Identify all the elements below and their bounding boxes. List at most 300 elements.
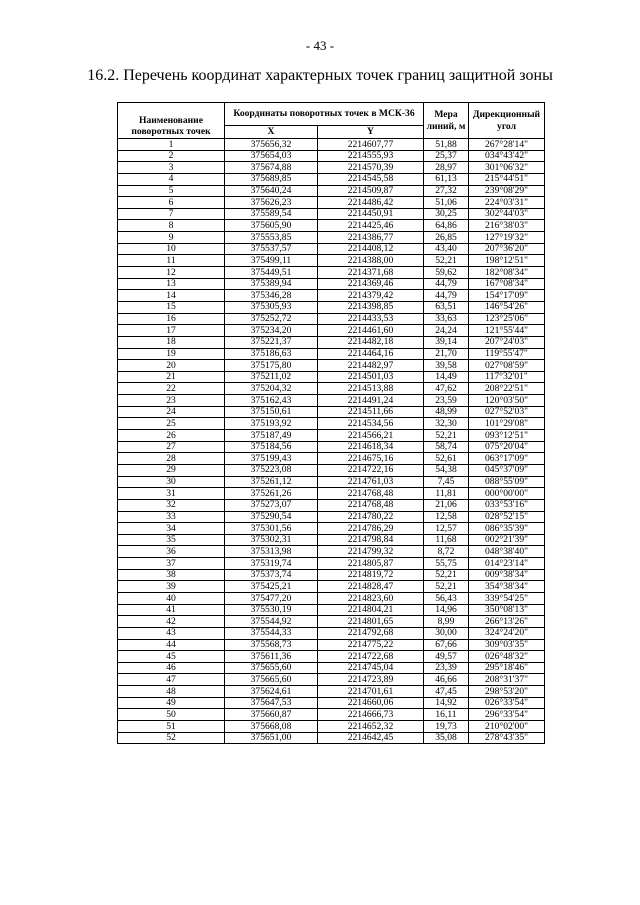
table-row xyxy=(118,662,545,674)
x-coordinate: 375499,11 xyxy=(225,255,318,267)
line-length: 14,92 xyxy=(424,697,469,709)
table-row xyxy=(118,488,545,500)
point-number: 40 xyxy=(118,592,225,604)
x-coordinate: 375624,61 xyxy=(225,686,318,698)
x-coordinate: 375553,85 xyxy=(225,232,318,244)
table-row xyxy=(118,686,545,698)
y-coordinate: 2214761,03 xyxy=(318,476,424,488)
y-coordinate: 2214486,42 xyxy=(318,197,424,209)
x-coordinate: 375654,03 xyxy=(225,150,318,162)
point-number: 44 xyxy=(118,639,225,651)
x-coordinate: 375150,61 xyxy=(225,406,318,418)
point-number: 34 xyxy=(118,523,225,535)
y-coordinate: 2214666,73 xyxy=(318,709,424,721)
direction-angle: 302°44'03" xyxy=(469,208,545,220)
line-length: 14,49 xyxy=(424,371,469,383)
line-length: 11,81 xyxy=(424,488,469,500)
table-row xyxy=(118,499,545,511)
line-length: 56,43 xyxy=(424,592,469,604)
direction-angle: 117°32'01" xyxy=(469,371,545,383)
y-coordinate: 2214408,12 xyxy=(318,243,424,255)
direction-angle: 033°53'16" xyxy=(469,499,545,511)
line-length: 12,57 xyxy=(424,523,469,535)
direction-angle: 119°55'47" xyxy=(469,348,545,360)
y-coordinate: 2214786,29 xyxy=(318,523,424,535)
line-length: 7,45 xyxy=(424,476,469,488)
line-length: 52,21 xyxy=(424,430,469,442)
x-coordinate: 375302,31 xyxy=(225,534,318,546)
point-number: 33 xyxy=(118,511,225,523)
x-coordinate: 375449,51 xyxy=(225,267,318,279)
point-number: 43 xyxy=(118,627,225,639)
point-number: 7 xyxy=(118,208,225,220)
direction-angle: 354°38'34" xyxy=(469,581,545,593)
x-coordinate: 375651,00 xyxy=(225,732,318,744)
table-row xyxy=(118,581,545,593)
table-row xyxy=(118,453,545,465)
direction-angle: 207°36'20" xyxy=(469,243,545,255)
direction-angle: 034°43'42" xyxy=(469,150,545,162)
point-number: 17 xyxy=(118,325,225,337)
y-coordinate: 2214545,58 xyxy=(318,173,424,185)
direction-angle: 000°00'00" xyxy=(469,488,545,500)
y-coordinate: 2214482,97 xyxy=(318,360,424,372)
line-length: 44,79 xyxy=(424,278,469,290)
table-row xyxy=(118,534,545,546)
line-length: 30,00 xyxy=(424,627,469,639)
point-number: 12 xyxy=(118,267,225,279)
point-number: 28 xyxy=(118,453,225,465)
table-row xyxy=(118,383,545,395)
direction-angle: 239°08'29" xyxy=(469,185,545,197)
point-number: 15 xyxy=(118,301,225,313)
table-row xyxy=(118,627,545,639)
point-number: 13 xyxy=(118,278,225,290)
y-coordinate: 2214379,42 xyxy=(318,290,424,302)
point-number: 9 xyxy=(118,232,225,244)
y-coordinate: 2214745,04 xyxy=(318,662,424,674)
y-coordinate: 2214371,68 xyxy=(318,267,424,279)
line-length: 63,51 xyxy=(424,301,469,313)
line-length: 21,70 xyxy=(424,348,469,360)
point-number: 41 xyxy=(118,604,225,616)
table-row xyxy=(118,255,545,267)
y-coordinate: 2214660,06 xyxy=(318,697,424,709)
direction-angle: 093°12'51" xyxy=(469,430,545,442)
line-length: 30,25 xyxy=(424,208,469,220)
x-coordinate: 375234,20 xyxy=(225,325,318,337)
point-number: 1 xyxy=(118,139,225,151)
table-row xyxy=(118,278,545,290)
direction-angle: 350°08'13" xyxy=(469,604,545,616)
table-row xyxy=(118,523,545,535)
table-row xyxy=(118,267,545,279)
direction-angle: 215°44'51" xyxy=(469,173,545,185)
y-coordinate: 2214723,89 xyxy=(318,674,424,686)
table-row xyxy=(118,418,545,430)
table-row xyxy=(118,220,545,232)
table-row xyxy=(118,476,545,488)
table-row xyxy=(118,371,545,383)
x-coordinate: 375223,08 xyxy=(225,464,318,476)
x-coordinate: 375273,07 xyxy=(225,499,318,511)
y-coordinate: 2214433,53 xyxy=(318,313,424,325)
direction-angle: 208°31'37" xyxy=(469,674,545,686)
coordinates-table xyxy=(117,102,545,744)
y-coordinate: 2214566,21 xyxy=(318,430,424,442)
table-row xyxy=(118,639,545,651)
table-row xyxy=(118,406,545,418)
document-title: 16.2. Перечень координат характерных точек границ защитной зоны xyxy=(87,67,553,84)
table-row xyxy=(118,162,545,174)
table-row xyxy=(118,732,545,744)
line-length: 33,63 xyxy=(424,313,469,325)
direction-angle: 296°33'54" xyxy=(469,709,545,721)
x-coordinate: 375537,57 xyxy=(225,243,318,255)
y-coordinate: 2214792,68 xyxy=(318,627,424,639)
point-number: 50 xyxy=(118,709,225,721)
line-length: 25,37 xyxy=(424,150,469,162)
table-row xyxy=(118,709,545,721)
y-coordinate: 2214804,21 xyxy=(318,604,424,616)
y-coordinate: 2214775,22 xyxy=(318,639,424,651)
y-coordinate: 2214768,48 xyxy=(318,499,424,511)
y-coordinate: 2214652,32 xyxy=(318,721,424,733)
y-coordinate: 2214461,60 xyxy=(318,325,424,337)
point-number: 46 xyxy=(118,662,225,674)
line-length: 64,86 xyxy=(424,220,469,232)
direction-angle: 146°54'26" xyxy=(469,301,545,313)
direction-angle: 028°52'15" xyxy=(469,511,545,523)
x-coordinate: 375290,54 xyxy=(225,511,318,523)
table-row xyxy=(118,360,545,372)
point-number: 3 xyxy=(118,162,225,174)
line-length: 55,75 xyxy=(424,558,469,570)
table-row xyxy=(118,569,545,581)
direction-angle: 167°08'34" xyxy=(469,278,545,290)
point-number: 35 xyxy=(118,534,225,546)
line-length: 11,68 xyxy=(424,534,469,546)
y-coordinate: 2214722,16 xyxy=(318,464,424,476)
table-row xyxy=(118,395,545,407)
x-coordinate: 375477,20 xyxy=(225,592,318,604)
x-coordinate: 375544,33 xyxy=(225,627,318,639)
y-coordinate: 2214501,03 xyxy=(318,371,424,383)
direction-angle: 298°53'20" xyxy=(469,686,545,698)
header-line-length: Мера линий, м xyxy=(424,103,469,139)
point-number: 5 xyxy=(118,185,225,197)
point-number: 39 xyxy=(118,581,225,593)
x-coordinate: 375301,56 xyxy=(225,523,318,535)
x-coordinate: 375261,26 xyxy=(225,488,318,500)
x-coordinate: 375568,73 xyxy=(225,639,318,651)
table-row xyxy=(118,313,545,325)
direction-angle: 027°08'59" xyxy=(469,360,545,372)
direction-angle: 014°23'14" xyxy=(469,558,545,570)
point-number: 6 xyxy=(118,197,225,209)
line-length: 61,13 xyxy=(424,173,469,185)
table-row xyxy=(118,697,545,709)
point-number: 31 xyxy=(118,488,225,500)
y-coordinate: 2214491,24 xyxy=(318,395,424,407)
y-coordinate: 2214701,61 xyxy=(318,686,424,698)
table-row xyxy=(118,173,545,185)
x-coordinate: 375373,74 xyxy=(225,569,318,581)
point-number: 37 xyxy=(118,558,225,570)
line-length: 47,62 xyxy=(424,383,469,395)
x-coordinate: 375655,60 xyxy=(225,662,318,674)
point-number: 26 xyxy=(118,430,225,442)
y-coordinate: 2214642,45 xyxy=(318,732,424,744)
line-length: 52,21 xyxy=(424,569,469,581)
table-row xyxy=(118,336,545,348)
y-coordinate: 2214819,72 xyxy=(318,569,424,581)
y-coordinate: 2214618,34 xyxy=(318,441,424,453)
y-coordinate: 2214482,18 xyxy=(318,336,424,348)
line-length: 16,11 xyxy=(424,709,469,721)
table-row xyxy=(118,651,545,663)
point-number: 16 xyxy=(118,313,225,325)
direction-angle: 063°17'09" xyxy=(469,453,545,465)
x-coordinate: 375346,28 xyxy=(225,290,318,302)
y-coordinate: 2214828,47 xyxy=(318,581,424,593)
line-length: 39,14 xyxy=(424,336,469,348)
direction-angle: 266°13'26" xyxy=(469,616,545,628)
line-length: 28,97 xyxy=(424,162,469,174)
x-coordinate: 375611,36 xyxy=(225,651,318,663)
line-length: 21,06 xyxy=(424,499,469,511)
direction-angle: 086°35'39" xyxy=(469,523,545,535)
point-number: 21 xyxy=(118,371,225,383)
y-coordinate: 2214798,84 xyxy=(318,534,424,546)
y-coordinate: 2214369,46 xyxy=(318,278,424,290)
direction-angle: 301°06'32" xyxy=(469,162,545,174)
table-row xyxy=(118,243,545,255)
line-length: 59,62 xyxy=(424,267,469,279)
page-number: - 43 - xyxy=(305,38,335,53)
line-length: 8,99 xyxy=(424,616,469,628)
direction-angle: 324°24'20" xyxy=(469,627,545,639)
direction-angle: 210°02'00" xyxy=(469,721,545,733)
line-length: 52,21 xyxy=(424,581,469,593)
direction-angle: 009°38'34" xyxy=(469,569,545,581)
direction-angle: 339°54'25" xyxy=(469,592,545,604)
y-coordinate: 2214799,32 xyxy=(318,546,424,558)
header-direction-angle: Дирекционный угол xyxy=(469,103,545,139)
table-row xyxy=(118,185,545,197)
point-number: 51 xyxy=(118,721,225,733)
table-row xyxy=(118,139,545,151)
direction-angle: 295°18'46" xyxy=(469,662,545,674)
table-body xyxy=(118,139,545,744)
x-coordinate: 375193,92 xyxy=(225,418,318,430)
y-coordinate: 2214555,93 xyxy=(318,150,424,162)
point-number: 23 xyxy=(118,395,225,407)
direction-angle: 045°37'09" xyxy=(469,464,545,476)
point-number: 19 xyxy=(118,348,225,360)
y-coordinate: 2214388,00 xyxy=(318,255,424,267)
header-x: X xyxy=(225,126,318,139)
direction-angle: 154°17'09" xyxy=(469,290,545,302)
x-coordinate: 375211,02 xyxy=(225,371,318,383)
x-coordinate: 375162,43 xyxy=(225,395,318,407)
x-coordinate: 375186,63 xyxy=(225,348,318,360)
point-number: 42 xyxy=(118,616,225,628)
header-coordinates: Координаты поворотных точек в МСК-36 xyxy=(225,103,424,126)
point-number: 4 xyxy=(118,173,225,185)
header-y: Y xyxy=(318,126,424,139)
table-row xyxy=(118,348,545,360)
x-coordinate: 375689,85 xyxy=(225,173,318,185)
point-number: 49 xyxy=(118,697,225,709)
line-length: 43,40 xyxy=(424,243,469,255)
line-length: 35,08 xyxy=(424,732,469,744)
line-length: 32,30 xyxy=(424,418,469,430)
x-coordinate: 375425,21 xyxy=(225,581,318,593)
direction-angle: 002°21'39" xyxy=(469,534,545,546)
x-coordinate: 375221,37 xyxy=(225,336,318,348)
table-header-row xyxy=(118,103,545,126)
x-coordinate: 375640,24 xyxy=(225,185,318,197)
y-coordinate: 2214805,87 xyxy=(318,558,424,570)
line-length: 19,73 xyxy=(424,721,469,733)
x-coordinate: 375647,53 xyxy=(225,697,318,709)
y-coordinate: 2214534,56 xyxy=(318,418,424,430)
y-coordinate: 2214464,16 xyxy=(318,348,424,360)
point-number: 32 xyxy=(118,499,225,511)
table-row xyxy=(118,604,545,616)
line-length: 51,06 xyxy=(424,197,469,209)
direction-angle: 101°29'08" xyxy=(469,418,545,430)
x-coordinate: 375319,74 xyxy=(225,558,318,570)
y-coordinate: 2214722,68 xyxy=(318,651,424,663)
x-coordinate: 375313,98 xyxy=(225,546,318,558)
point-number: 47 xyxy=(118,674,225,686)
direction-angle: 121°55'44" xyxy=(469,325,545,337)
line-length: 46,66 xyxy=(424,674,469,686)
table-row xyxy=(118,441,545,453)
table-row xyxy=(118,464,545,476)
x-coordinate: 375656,32 xyxy=(225,139,318,151)
table-row xyxy=(118,290,545,302)
y-coordinate: 2214425,46 xyxy=(318,220,424,232)
y-coordinate: 2214398,85 xyxy=(318,301,424,313)
table-row xyxy=(118,546,545,558)
point-number: 20 xyxy=(118,360,225,372)
x-coordinate: 375660,87 xyxy=(225,709,318,721)
direction-angle: 182°08'34" xyxy=(469,267,545,279)
y-coordinate: 2214607,77 xyxy=(318,139,424,151)
y-coordinate: 2214450,91 xyxy=(318,208,424,220)
point-number: 52 xyxy=(118,732,225,744)
table-row xyxy=(118,150,545,162)
x-coordinate: 375252,72 xyxy=(225,313,318,325)
x-coordinate: 375389,94 xyxy=(225,278,318,290)
line-length: 52,21 xyxy=(424,255,469,267)
table-row xyxy=(118,721,545,733)
y-coordinate: 2214768,48 xyxy=(318,488,424,500)
line-length: 52,61 xyxy=(424,453,469,465)
point-number: 11 xyxy=(118,255,225,267)
table-row xyxy=(118,616,545,628)
y-coordinate: 2214570,39 xyxy=(318,162,424,174)
line-length: 24,24 xyxy=(424,325,469,337)
point-number: 8 xyxy=(118,220,225,232)
y-coordinate: 2214513,88 xyxy=(318,383,424,395)
y-coordinate: 2214509,87 xyxy=(318,185,424,197)
direction-angle: 120°03'50" xyxy=(469,395,545,407)
point-number: 25 xyxy=(118,418,225,430)
x-coordinate: 375665,60 xyxy=(225,674,318,686)
line-length: 51,88 xyxy=(424,139,469,151)
line-length: 54,38 xyxy=(424,464,469,476)
direction-angle: 207°24'03" xyxy=(469,336,545,348)
line-length: 44,79 xyxy=(424,290,469,302)
table-row xyxy=(118,197,545,209)
line-length: 27,32 xyxy=(424,185,469,197)
point-number: 10 xyxy=(118,243,225,255)
point-number: 38 xyxy=(118,569,225,581)
line-length: 47,45 xyxy=(424,686,469,698)
point-number: 30 xyxy=(118,476,225,488)
line-length: 23,59 xyxy=(424,395,469,407)
point-number: 48 xyxy=(118,686,225,698)
y-coordinate: 2214386,77 xyxy=(318,232,424,244)
x-coordinate: 375175,80 xyxy=(225,360,318,372)
table-row xyxy=(118,325,545,337)
x-coordinate: 375674,88 xyxy=(225,162,318,174)
table-row xyxy=(118,674,545,686)
direction-angle: 278°43'35" xyxy=(469,732,545,744)
table-row xyxy=(118,511,545,523)
x-coordinate: 375204,32 xyxy=(225,383,318,395)
point-number: 45 xyxy=(118,651,225,663)
y-coordinate: 2214675,16 xyxy=(318,453,424,465)
point-number: 14 xyxy=(118,290,225,302)
direction-angle: 123°25'06" xyxy=(469,313,545,325)
line-length: 67,66 xyxy=(424,639,469,651)
point-number: 27 xyxy=(118,441,225,453)
y-coordinate: 2214511,66 xyxy=(318,406,424,418)
x-coordinate: 375305,93 xyxy=(225,301,318,313)
line-length: 39,58 xyxy=(424,360,469,372)
x-coordinate: 375530,19 xyxy=(225,604,318,616)
table-row xyxy=(118,592,545,604)
table-row xyxy=(118,301,545,313)
table-row xyxy=(118,558,545,570)
direction-angle: 075°20'04" xyxy=(469,441,545,453)
x-coordinate: 375261,12 xyxy=(225,476,318,488)
direction-angle: 309°03'35" xyxy=(469,639,545,651)
y-coordinate: 2214801,65 xyxy=(318,616,424,628)
x-coordinate: 375187,49 xyxy=(225,430,318,442)
point-number: 24 xyxy=(118,406,225,418)
x-coordinate: 375184,56 xyxy=(225,441,318,453)
direction-angle: 026°33'54" xyxy=(469,697,545,709)
direction-angle: 198°12'51" xyxy=(469,255,545,267)
x-coordinate: 375668,08 xyxy=(225,721,318,733)
y-coordinate: 2214823,60 xyxy=(318,592,424,604)
direction-angle: 026°48'32" xyxy=(469,651,545,663)
table-row xyxy=(118,208,545,220)
line-length: 48,99 xyxy=(424,406,469,418)
line-length: 58,74 xyxy=(424,441,469,453)
direction-angle: 088°55'09" xyxy=(469,476,545,488)
direction-angle: 208°22'51" xyxy=(469,383,545,395)
line-length: 26,85 xyxy=(424,232,469,244)
line-length: 49,57 xyxy=(424,651,469,663)
x-coordinate: 375544,92 xyxy=(225,616,318,628)
